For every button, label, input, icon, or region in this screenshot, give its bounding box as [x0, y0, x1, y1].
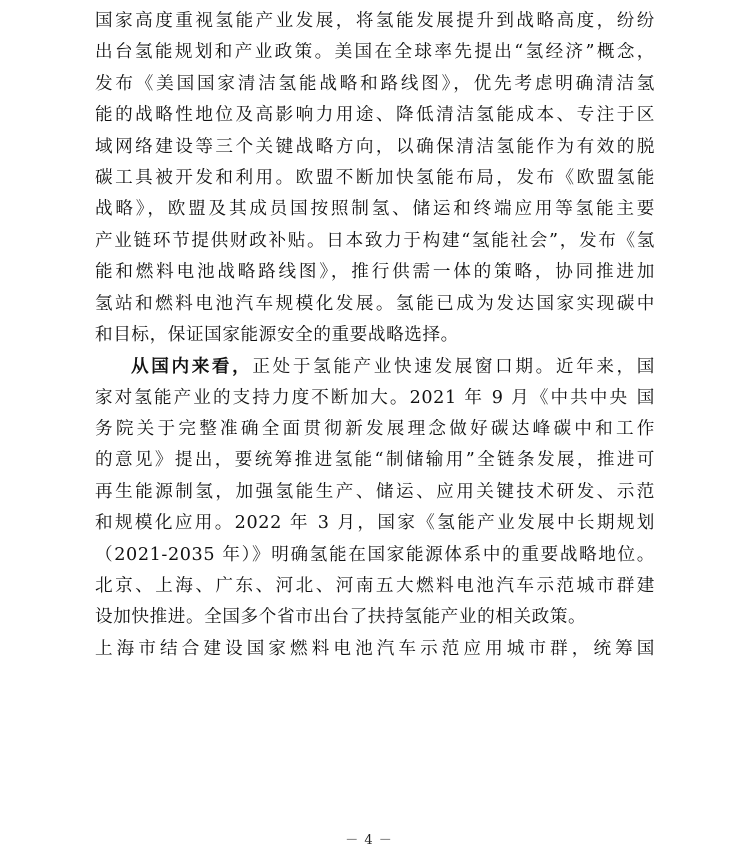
paragraph-1-line: 氢站和燃料电池汽车规模化发展。氢能已成为发达国家实现碳中	[95, 293, 655, 314]
paragraph-2-line: 和规模化应用。2022 年 3 月，国家《氢能产业发展中长期规划	[95, 513, 655, 534]
body-text	[95, 6, 655, 665]
paragraph-1-last-line: 和目标，保证国家能源安全的重要战略选择。	[95, 324, 459, 345]
paragraph-1-line: 碳工具被开发和利用。欧盟不断加快氢能布局，发布《欧盟氢能	[95, 167, 655, 188]
paragraph-2-line: 家对氢能产业的支持力度不断加大。2021 年 9 月《中共中央 国	[95, 387, 655, 408]
paragraph-2-first-line-text: 正处于氢能产业快速发展窗口期。近年来，国	[252, 357, 655, 378]
paragraph-1-line: 能和燃料电池战略路线图》，推行供需一体的策略，协同推进加	[95, 262, 655, 283]
paragraph-2-line: 的意见》提出，要统筹推进氢能“制储输用”全链条发展，推进可	[95, 450, 655, 471]
paragraph-1-line: 国家高度重视氢能产业发展，将氢能发展提升到战略高度，纷纷	[95, 11, 655, 31]
paragraph-2-line: 务院关于完整准确全面贯彻新发展理念做好碳达峰碳中和工作	[95, 419, 655, 440]
paragraph-1-line: 域网络建设等三个关键战略方向，以确保清洁氢能作为有效的脱	[95, 136, 655, 157]
paragraph-2-line: 北京、上海、广东、河北、河南五大燃料电池汽车示范城市群建	[95, 576, 655, 597]
page-number: － 4 －	[345, 833, 393, 848]
paragraph-2-line: 再生能源制氢，加强氢能生产、储运、应用关键技术研发、示范	[95, 481, 655, 502]
paragraph-1-line: 出台氢能规划和产业政策。美国在全球率先提出“氢经济”概念，	[95, 42, 655, 63]
paragraph-1-line: 能的战略性地位及高影响力用途、降低清洁氢能成本、专注于区	[95, 105, 655, 126]
paragraph-2-line: （2021-2035 年）》明确氢能在国家能源体系中的重要战略地位。	[95, 544, 655, 565]
paragraph-2-first-line	[95, 351, 655, 382]
paragraph-2-line: 上海市结合建设国家燃料电池汽车示范应用城市群，统筹国	[95, 638, 655, 659]
paragraph-1-line: 产业链环节提供财政补贴。日本致力于构建“氢能社会”，发布《氢	[95, 230, 655, 251]
paragraph-2-lead-heading: 从国内来看，	[131, 356, 253, 378]
paragraph-1-line: 发布《美国国家清洁氢能战略和路线图》，优先考虑明确清洁氢	[95, 73, 655, 94]
paragraph-2-line: 设加快推进。全国多个省市出台了扶持氢能产业的相关政策。	[95, 607, 587, 628]
paragraph-1-line: 战略》，欧盟及其成员国按照制氢、储运和终端应用等氢能主要	[95, 199, 655, 220]
